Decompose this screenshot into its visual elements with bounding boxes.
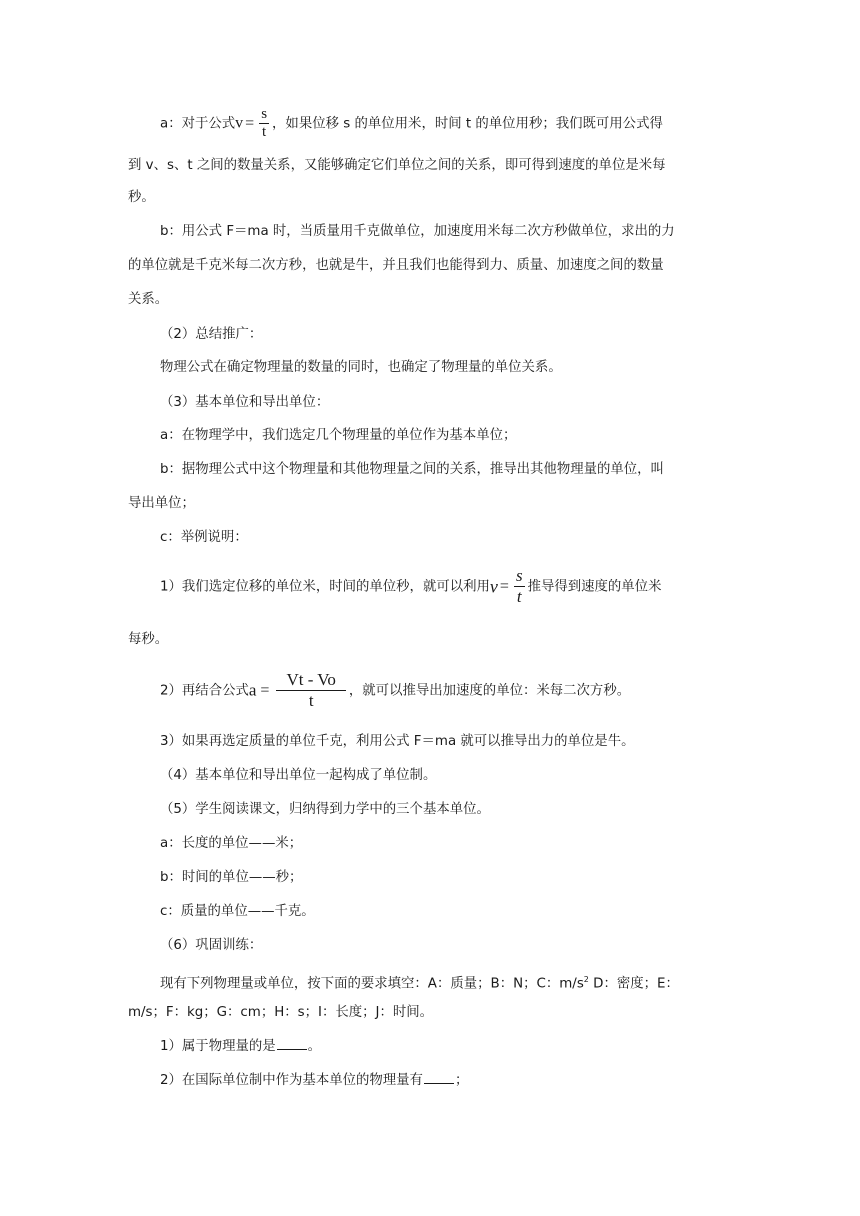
example3-line: 3）如果再选定质量的单位千克，利用公式 F＝ma 就可以推导出力的单位是牛。 — [160, 734, 635, 749]
unit-length: a：长度的单位——米； — [160, 836, 303, 851]
example2-line — [160, 670, 630, 711]
formula-fraction — [276, 670, 345, 711]
section3-b-line2: 导出单位； — [128, 496, 195, 511]
heading-3: （3）基本单位和导出单位： — [160, 395, 330, 410]
task-line1 — [160, 970, 679, 994]
answer-blank[interactable] — [277, 1037, 307, 1050]
para-a-line1 — [160, 106, 663, 141]
example1-line1 — [160, 566, 661, 607]
formula-eq: = — [499, 577, 509, 595]
text: ； — [454, 1073, 469, 1088]
task-line2: m/s；F：kg；G：cm；H：s；I：长度；J：时间。 — [128, 1005, 434, 1020]
superscript: 2 — [583, 975, 589, 984]
fraction-numerator: Vt - Vo — [286, 670, 336, 689]
text: ，如果位移 s 的单位用米，时间 t 的单位用秒；我们既可用公式得 — [272, 116, 663, 132]
heading-4: （4）基本单位和导出单位一起构成了单位制。 — [160, 768, 437, 783]
question-1 — [160, 1037, 321, 1057]
para-b-line3: 关系。 — [128, 292, 169, 307]
para-b-line2: 的单位就是千克米每二次方秒，也就是牛，并且我们也能得到力、质量、加速度之间的数量 — [128, 258, 664, 273]
formula-a: a — [248, 680, 257, 700]
fraction-numerator: s — [515, 566, 523, 585]
text: 推导得到速度的单位米 — [527, 579, 662, 595]
answer-blank[interactable] — [424, 1071, 454, 1084]
heading-5: （5）学生阅读课文，归纳得到力学中的三个基本单位。 — [160, 802, 490, 817]
text: 1）属于物理量的是 — [160, 1039, 276, 1054]
text: 1）我们选定位移的单位米，时间的单位秒，就可以利用 — [160, 579, 490, 595]
text: ，就可以推导出加速度的单位：米每二次方秒。 — [348, 683, 631, 699]
summary-text: 物理公式在确定物理量的数量的同时，也确定了物理量的单位关系。 — [160, 360, 562, 375]
formula-v: v — [235, 114, 244, 132]
fraction-denominator: t — [514, 586, 525, 607]
para-a-line2: 到 v、s、t 之间的数量关系，又能够确定它们单位之间的关系，即可得到速度的单位是米每 — [128, 158, 666, 173]
text: a：对于公式 — [160, 116, 236, 132]
heading-2: （2）总结推广： — [160, 327, 263, 342]
text: D：密度；E： — [588, 976, 679, 992]
formula-eq: = — [260, 681, 270, 699]
example1-line2: 每秒。 — [128, 632, 169, 647]
unit-mass: c：质量的单位——千克。 — [160, 904, 315, 919]
section3-c: c：举例说明： — [160, 530, 248, 545]
para-a-line3: 秒。 — [128, 190, 155, 205]
section3-b-line1: b：据物理公式中这个物理量和其他物理量之间的关系，推导出其他物理量的单位，叫 — [160, 462, 664, 477]
text: 。 — [307, 1039, 322, 1054]
unit-time: b：时间的单位——秒； — [160, 870, 303, 885]
para-b-line1: b：用公式 F＝ma 时，当质量用千克做单位，加速度用米每二次方秒做单位，求出的力 — [160, 224, 675, 239]
question-2 — [160, 1071, 468, 1091]
formula-fraction — [259, 106, 269, 141]
fraction-denominator: t — [276, 690, 345, 711]
formula-v: v — [489, 576, 498, 597]
section3-a: a：在物理学中，我们选定几个物理量的单位作为基本单位； — [160, 428, 517, 443]
fraction-numerator: s — [261, 106, 268, 122]
text: 2）再结合公式 — [160, 683, 249, 699]
formula-fraction — [514, 566, 525, 607]
text: 现有下列物理量或单位，按下面的要求填空：A：质量；B：N；C：m/s — [160, 976, 584, 992]
formula-eq: = — [245, 114, 255, 132]
heading-6: （6）巩固训练： — [160, 938, 263, 953]
fraction-denominator: t — [259, 123, 269, 141]
text: 2）在国际单位制中作为基本单位的物理量有 — [160, 1073, 423, 1088]
